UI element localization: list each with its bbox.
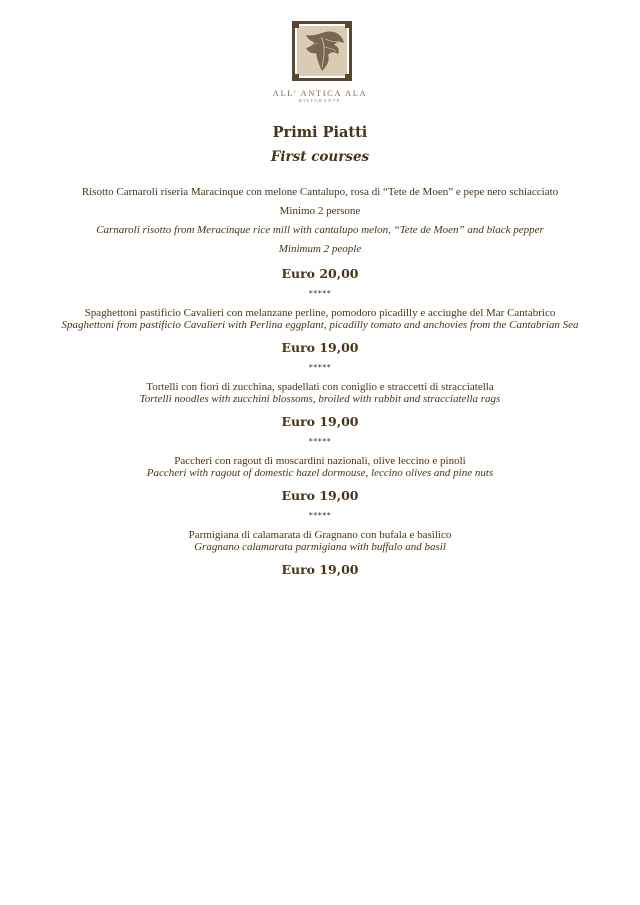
menu-list [40,183,600,577]
separator: ***** [308,437,332,446]
dish-price: Euro 19,00 [281,340,359,355]
menu-item [40,307,600,355]
menu-item [40,455,600,503]
dish-note-italian: Minimo 2 persone [279,205,361,217]
dish-name-english: Paccheri with ragout of domestic hazel dormouse, leccino olives and pine nuts [146,467,494,479]
dish-name-italian: Spaghettoni pastificio Cavalieri con melanzane perline, pomodoro picadilly e acciughe del Mar Cantabrico [84,307,556,319]
section-title: Primi Piatti [272,124,368,141]
dish-name-italian: Parmigiana di calamarata di Gragnano con bufala e basilico [188,529,452,541]
dish-name-english: Tortelli noodles with zucchini blossoms, broiled with rabbit and stracciatella rags [139,393,501,405]
dish-price: Euro 20,00 [281,266,359,281]
section-subtitle: First courses [270,149,370,165]
dish-price: Euro 19,00 [281,414,359,429]
dish-note-english: Minimum 2 people [278,243,362,255]
separator: ***** [308,289,332,298]
brand-subtitle: RISTORANTE [299,98,341,103]
dish-name-italian: Tortelli con fiori di zucchina, spadellati con coniglio e straccetti di stracciatella [146,381,494,393]
separator: ***** [308,511,332,520]
dish-price: Euro 19,00 [281,562,359,577]
menu-item [40,529,600,577]
dish-price: Euro 19,00 [281,488,359,503]
dish-name-italian: Paccheri con ragout di moscardini nazionali, olive leccino e pinoli [174,455,466,467]
dish-name-english: Carnaroli risotto from Meracinque rice mill with cantalupo melon, “Tete de Moen” and black pepper [96,224,544,236]
menu-item [40,381,600,429]
dish-name-english: Gragnano calamarata parmigiana with buffalo and basil [194,541,446,553]
dish-name-italian: Risotto Carnaroli riseria Maracinque con melone Cantalupo, rosa di “Tete de Moen” e pepe nero schiacciato [81,186,559,198]
menu-item [40,186,600,281]
separator: ***** [308,363,332,372]
brand-name: ALL' ANTICA ALA [272,88,368,98]
angel-wing-logo-icon [292,21,352,81]
dish-name-english: Spaghettoni from pastificio Cavalieri with Perlina eggplant, picadilly tomato and anchovies from the Cantabrian Sea [61,319,579,331]
